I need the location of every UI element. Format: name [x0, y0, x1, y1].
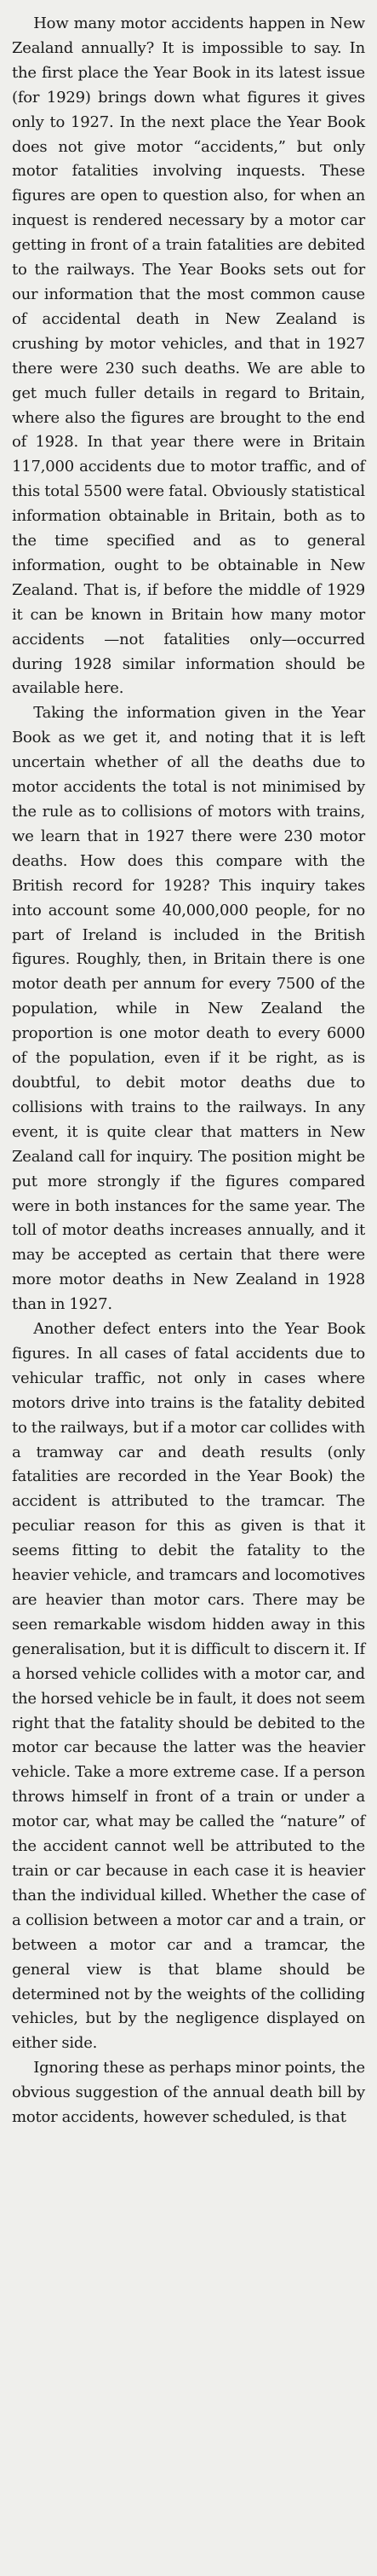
- paragraph-2: Taking the information given in the Year Book as we get it, and noting that it is left uncertain whether of all the deaths due to motor accidents the total is not minimised by the rule as to collisions of motors with trains, we learn that in 1927 there were 230 motor deaths. How does this compare with the British record for 1928? This inquiry takes into account some 40,000,000 people, for no part of Ireland is included in the British figures. Roughly, then, in Britain there is one motor death per annum for every 7500 of the population, while in New Zealand the proportion is one motor death to every 6000 of the population, even if it be right, as is doubtful, to debit motor deaths due to collisions with trains to the railways. In any event, it is quite clear that matters in New Zealand call for inquiry. The position might be put more strongly if the figures compared were in both instances for the same year. The toll of motor deaths increases annually, and it may be accepted as certain that there were more motor deaths in New Zealand in 1928 than in 1927.: [12, 704, 365, 1314]
- paragraph-3: Another defect enters into the Year Book figures. In all cases of fatal accidents due to vehicular traffic, not only in cases where motors drive into trains is the fatality debited to the railways, but if a motor car collides with a tramway car and death results (only fatalities are recorded in the Year Book) the accident is attributed to the tramcar. The peculiar reason for this as given is that it seems fitting to debit the fatality to the heavier vehicle, and tramcars and locomotives are heavier than motor cars. There may be seen remarkable wisdom hidden away in this generalisation, but it is difficult to discern it. If a horsed vehicle collides with a motor car, and the horsed vehicle be in fault, it does not seem right that the fatality should be debited to the motor car because the latter was the heavier vehicle. Take a more extreme case. If a person throws himself in front of a train or under a motor car, what may be called the “nature” of the accident cannot well be attributed to the train or car because in each case it is heavier than the individual killed. Whether the case of a collision between a motor car and a train, or between a motor car and a tramcar, the general view is that blame should be determined not by the weights of the colliding vehicles, but by the negligence displayed on either side.: [12, 1320, 365, 2053]
- paragraph-1: How many motor accidents happen in New Zealand annually? It is impossible to say. In the first place the Year Book in its latest issue (for 1929) brings down what figures it gives only to 1927. In the next place the Year Book does not give motor “accidents,” but only motor fatalities involving inquests. These figures are open to question also, for when an inquest is rendered necessary by a motor car getting in front of a train fatalities are debited to the railways. The Year Books sets out for our information that the most common cause of accidental death in New Zealand is crushing by motor vehicles, and that in 1927 there were 230 such deaths. We are able to get much fuller details in regard to Britain, where also the figures are brought to the end of 1928. In that year there were in Britain 117,000 accidents due to motor traffic, and of this total 5500 were fatal. Obviously statistical information obtainable in Britain, both as to the time specified and as to general information, ought to be obtainable in New Zealand. That is, if before the middle of 1929 it can be known in Britain how many motor accidents —not fatalities only—occurred during 1928 similar information should be available here.: [12, 14, 365, 698]
- paragraph-4: Ignoring these as perhaps minor points, the obvious suggestion of the annual death bill by motor accidents, however scheduled, is that: [12, 2059, 365, 2127]
